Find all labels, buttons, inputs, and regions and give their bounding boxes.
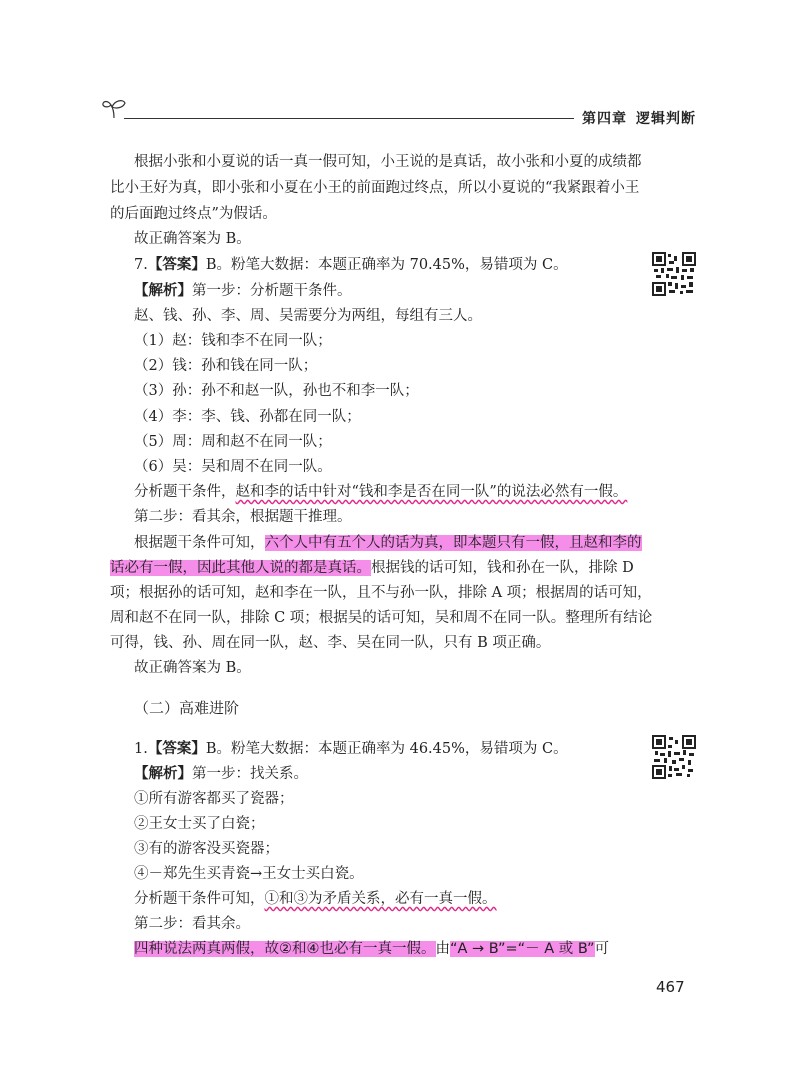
paragraph-line: 的后面跑过终点”为假话。 — [110, 206, 277, 222]
list-item: （5）周：周和赵不在同一队； — [134, 434, 332, 450]
answer-line — [134, 255, 568, 275]
conclusion-line: 故正确答案为 B。 — [134, 231, 251, 247]
reason-line: 周和赵不在同一队，排除 C 项；根据吴的话可知，吴和周不在同一队。整理所有结论 — [110, 610, 653, 626]
intro-line: 赵、钱、孙、李、周、吴需要分为两组，每组有三人。 — [134, 308, 482, 324]
list-item: （3）孙：孙不和赵一队，孙也不和李一队； — [134, 383, 419, 399]
qr-code-icon[interactable] — [652, 735, 696, 779]
reason-line — [134, 533, 642, 553]
text: 分析题干条件， — [134, 484, 236, 500]
paragraph-line: 比小王好为真，即小张和小夏在小王的前面跑过终点，所以小夏说的“我紧跟着小王 — [110, 180, 640, 196]
list-item: （6）吴：吴和周不在同一队。 — [134, 459, 332, 475]
list-item: （2）钱：孙和钱在同一队； — [134, 358, 318, 374]
question-number: 7. — [134, 257, 148, 273]
header-rule — [124, 118, 574, 119]
step-text: 第一步：分析题干条件。 — [192, 283, 352, 299]
section-heading: （二）高难进阶 — [134, 699, 240, 717]
page-number: 467 — [656, 978, 685, 996]
reason-line: 可得，钱、孙、周在同一队，赵、李、吴在同一队，只有 B 项正确。 — [110, 635, 551, 651]
reason-line — [110, 558, 634, 578]
answer-tag: 【答案】 — [147, 256, 206, 273]
answer-tag: 【答案】 — [147, 740, 206, 757]
analysis-line — [134, 889, 497, 909]
analysis-line — [134, 482, 627, 502]
answer-line — [134, 739, 568, 759]
text: 可 — [594, 941, 610, 957]
list-item: （4）李：李、钱、孙都在同一队； — [134, 409, 361, 425]
analysis-tag: 【解析】 — [134, 282, 192, 299]
text: 分析题干条件可知， — [134, 891, 265, 907]
answer-text: B。粉笔大数据：本题正确率为 70.45%，易错项为 C。 — [205, 257, 568, 273]
wavy-underlined-text: 赵和李的话中针对“钱和李是否在同一队”的说法必然有一假。 — [235, 484, 628, 500]
chapter-title: 逻辑判断 — [636, 111, 696, 127]
highlighted-text: 话必有一假，因此其他人说的都是真话。 — [110, 560, 371, 576]
paragraph-line: 根据小张和小夏说的话一真一假可知，小王说的是真话，故小张和小夏的成绩都 — [134, 154, 642, 170]
text: 根据题干条件可知， — [134, 535, 265, 551]
analysis-line — [134, 281, 352, 301]
highlighted-text: “A → B”=“－ A 或 B” — [450, 941, 595, 957]
analysis-line — [134, 764, 308, 784]
list-item: ①所有游客都买了瓷器； — [134, 791, 294, 807]
step-line: 第二步：看其余。 — [134, 916, 250, 932]
highlighted-text: 四种说法两真两假，故②和④也必有一真一假。 — [134, 941, 436, 957]
chapter-label: 第四章 — [582, 111, 627, 127]
answer-text: B。粉笔大数据：本题正确率为 46.45%，易错项为 C。 — [205, 741, 568, 757]
conclusion-line: 故正确答案为 B。 — [134, 660, 251, 676]
step-text: 第一步：找关系。 — [192, 766, 308, 782]
reason-line: 项；根据孙的话可知，赵和李在一队，且不与孙一队，排除 A 项；根据周的话可知， — [110, 585, 652, 601]
step-line: 第二步：看其余，根据题干推理。 — [134, 509, 352, 525]
text: 由 — [435, 941, 450, 957]
list-item: （1）赵：钱和李不在同一队； — [134, 333, 332, 349]
list-item: ②王女士买了白瓷； — [134, 816, 265, 832]
wavy-underlined-text: ①和③为矛盾关系，必有一真一假。 — [264, 891, 497, 907]
qr-code-icon[interactable] — [652, 252, 696, 296]
list-item: ③有的游客没买瓷器； — [134, 841, 279, 857]
analysis-tag: 【解析】 — [134, 765, 192, 782]
text: 根据钱的话可知，钱和孙在一队，排除 D — [371, 560, 634, 576]
question-number: 1. — [134, 741, 148, 757]
highlighted-text: 六个人中有五个人的话为真，即本题只有一假，且赵和李的 — [264, 535, 642, 551]
reason-line — [134, 939, 609, 959]
sprout-icon — [101, 96, 129, 120]
list-item: ④－郑先生买青瓷→王女士买白瓷。 — [134, 866, 364, 882]
